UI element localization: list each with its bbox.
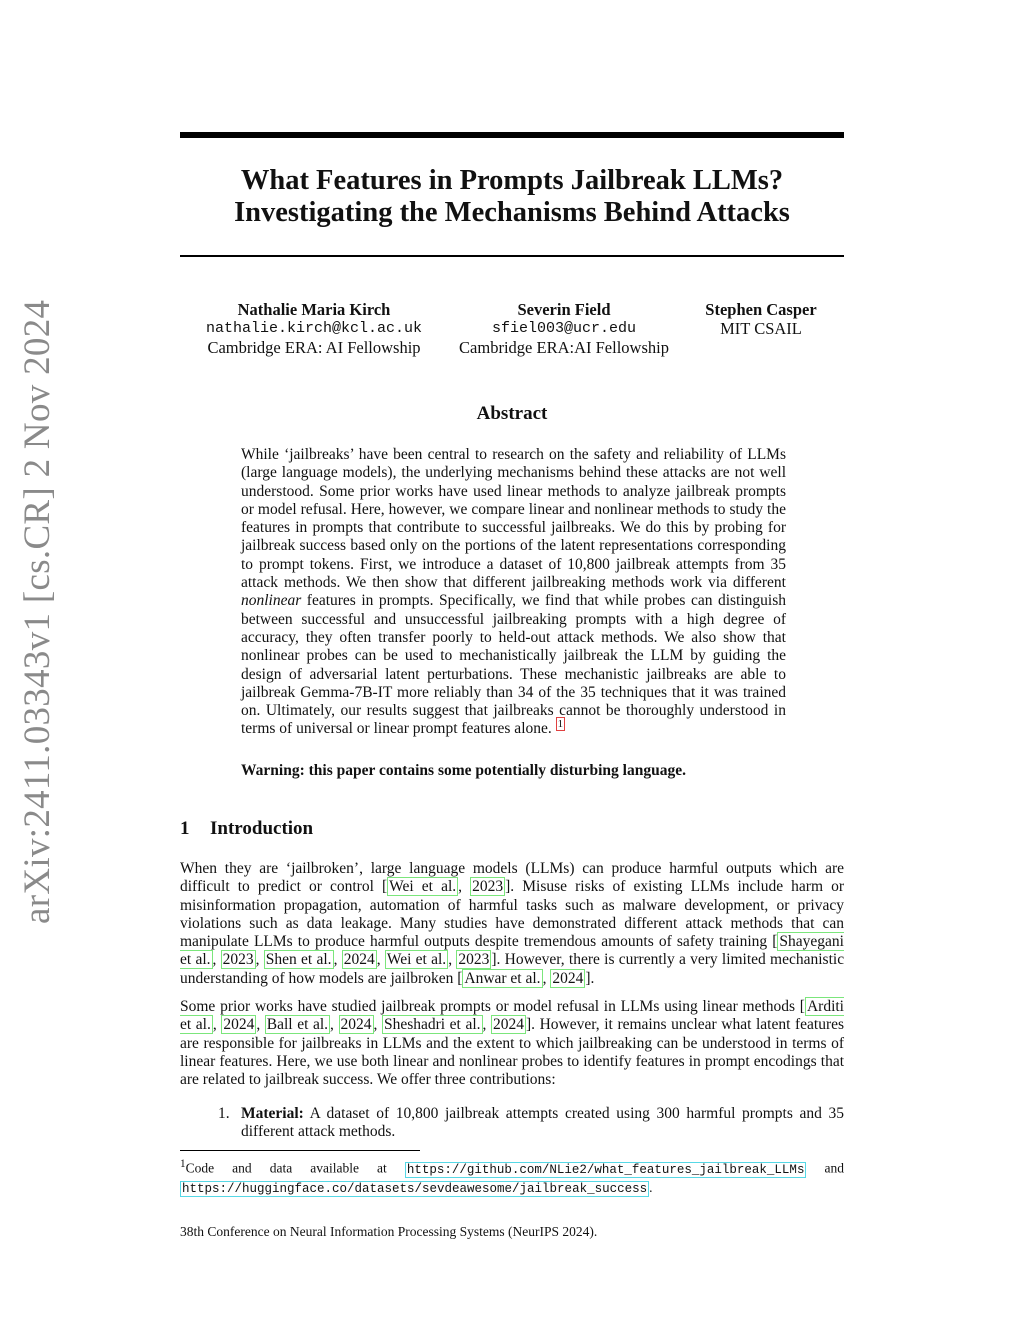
author-email[interactable]: sfiel003@ucr.edu: [491, 320, 637, 337]
author-block-1: [200, 300, 428, 357]
github-link[interactable]: https://github.com/NLie2/what_features_jailbreak_LLMs: [406, 1162, 805, 1177]
contribution-text: A dataset of 10,800 jailbreak attempts created using 300 harmful prompts and 35 different attack methods.: [241, 1105, 844, 1141]
citation-link[interactable]: 2023: [472, 878, 504, 896]
author-name: Nathalie Maria Kirch: [237, 300, 391, 319]
huggingface-link[interactable]: https://huggingface.co/datasets/sevdeawesome/jailbreak_success: [182, 1181, 648, 1196]
abstract-text-1: While ‘jailbreaks’ have been central to research on the safety and reliability of LLMs (large language models), the underlying mechanisms behind these attacks are not well understood. Some prior works have used linear methods to analyze jailbreak prompts or model refusal. Here, however, we compare linear and nonlinear methods to study the features in prompts that contribute to successful jailbreaks. We do this by probing for jailbreak success based only on the portions of the latent representations corresponding to prompt tokens. First, we introduce a dataset of 10,800 jailbreak attempts from 35 attack methods. We then show that different jailbreaking methods work via different: [241, 446, 786, 592]
title-line-1: What Features in Prompts Jailbreak LLMs?: [240, 165, 784, 196]
author-affiliation: MIT CSAIL: [720, 319, 802, 338]
citation-link[interactable]: Sheshadri et al.: [383, 1016, 481, 1034]
author-affiliation: Cambridge ERA:AI Fellowship: [459, 338, 669, 357]
citation-link[interactable]: 2024: [552, 969, 584, 987]
contribution-label: Material:: [241, 1105, 304, 1122]
paper-title: [180, 165, 844, 229]
author-block-3: [690, 300, 832, 338]
citation-link[interactable]: 2024: [340, 1016, 372, 1034]
footnote-1: [180, 1156, 844, 1198]
section-number: 1: [180, 818, 190, 839]
footnote-mark: 1: [180, 1158, 186, 1170]
author-block-2: [450, 300, 678, 357]
citation-link[interactable]: Wei et al.: [389, 878, 457, 896]
citation-link[interactable]: Shayegani et al.: [180, 933, 844, 969]
footnote-separator: [180, 1150, 420, 1151]
citation-link[interactable]: Anwar et al.: [464, 969, 541, 987]
abstract-text-2: features in prompts. Specifically, we find that while probes can distinguish between successful and unsuccessful jailbreaking prompts with a high degree of accuracy, they often transfer poorly to held-out attack methods. We also show that nonlinear probes can be used to mechanistically jailbreak the LLM by guiding the design of adversarial latent perturbations. These mechanistic jailbreaks are able to jailbreak Gemma-7B-IT more reliably than 34 of the 35 techniques that it was trained on. Ultimately, our results suggest that jailbreaks cannot be thoroughly understood in terms of universal or linear prompt features alone.: [241, 592, 786, 738]
contribution-item-1: [218, 1105, 844, 1142]
citation-link[interactable]: 2024: [492, 1016, 524, 1034]
abstract-italic-term: nonlinear: [241, 592, 302, 610]
venue-footer: 38th Conference on Neural Information Processing Systems (NeurIPS 2024).: [180, 1224, 598, 1239]
author-name: Severin Field: [517, 300, 611, 319]
author-name: Stephen Casper: [705, 300, 817, 319]
footnote-period: .: [649, 1179, 653, 1195]
author-affiliation: Cambridge ERA: AI Fellowship: [207, 338, 421, 357]
citation-link[interactable]: Ball et al.: [266, 1016, 329, 1034]
content-warning: Warning: this paper contains some potentially disturbing language.: [241, 762, 686, 779]
citation-link[interactable]: 2024: [343, 951, 375, 969]
arxiv-identifier-stamp: arXiv:2411.03343v1 [cs.CR] 2 Nov 2024: [17, 299, 58, 924]
citation-link[interactable]: 2023: [458, 951, 490, 969]
abstract-heading: Abstract: [476, 403, 548, 424]
author-email[interactable]: nathalie.kirch@kcl.ac.uk: [205, 320, 423, 337]
intro-paragraph-2: Some prior works have studied jailbreak prompts or model refusal in LLMs using linear methods [ Arditi et al. , 2024 , Ball et al. , 2024 , Sheshadri et al. , 2024 ]. However, it remains unclear what latent features are responsible for jailbreaks in LLMs and the extent to which jailbreaking can be understood in terms of linear features. Here, we use both linear and nonlinear probes to identify features in prompt encodings that are related to jailbreak success. We offer three contributions:: [180, 998, 845, 1089]
footnote-reference-link[interactable]: 1: [557, 718, 564, 731]
citation-link[interactable]: 2023: [222, 951, 254, 969]
citation-link[interactable]: 2024: [223, 1016, 255, 1034]
citation-link[interactable]: Shen et al.: [265, 951, 332, 969]
citation-link[interactable]: Wei et al.: [386, 951, 447, 969]
intro-paragraph-1: When they are ‘jailbroken’, large language models (LLMs) can produce harmful outputs which are difficult to predict or control [ Wei et al. , 2023 ]. Misuse risks of existing LLMs include harm or misinformation propagation, automation of harmful tasks such as malware development, or privacy violations such as data leakage. Many studies have demonstrated different attack methods that can manipulate LLMs to produce harmful outputs despite tremendous amounts of safety training [ Shayegani et al. , 2023 , Shen et al. , 2024 , Wei et al. , 2023 ]. However, there is currently a very limited mechanistic understanding of how models are jailbroken [ Anwar et al. , 2024 ].: [180, 860, 845, 987]
list-marker: 1.: [218, 1105, 230, 1122]
section-heading-introduction: [180, 818, 313, 840]
footnote-text: and: [824, 1160, 845, 1176]
section-title: Introduction: [210, 818, 314, 839]
abstract-body: [241, 446, 786, 739]
footnote-text: Code and data available at: [185, 1160, 387, 1176]
citation-link[interactable]: Arditi et al.: [180, 998, 844, 1034]
title-bottom-rule: [180, 255, 844, 257]
title-top-rule: [180, 132, 844, 138]
title-line-2: Investigating the Mechanisms Behind Attacks: [234, 197, 790, 228]
